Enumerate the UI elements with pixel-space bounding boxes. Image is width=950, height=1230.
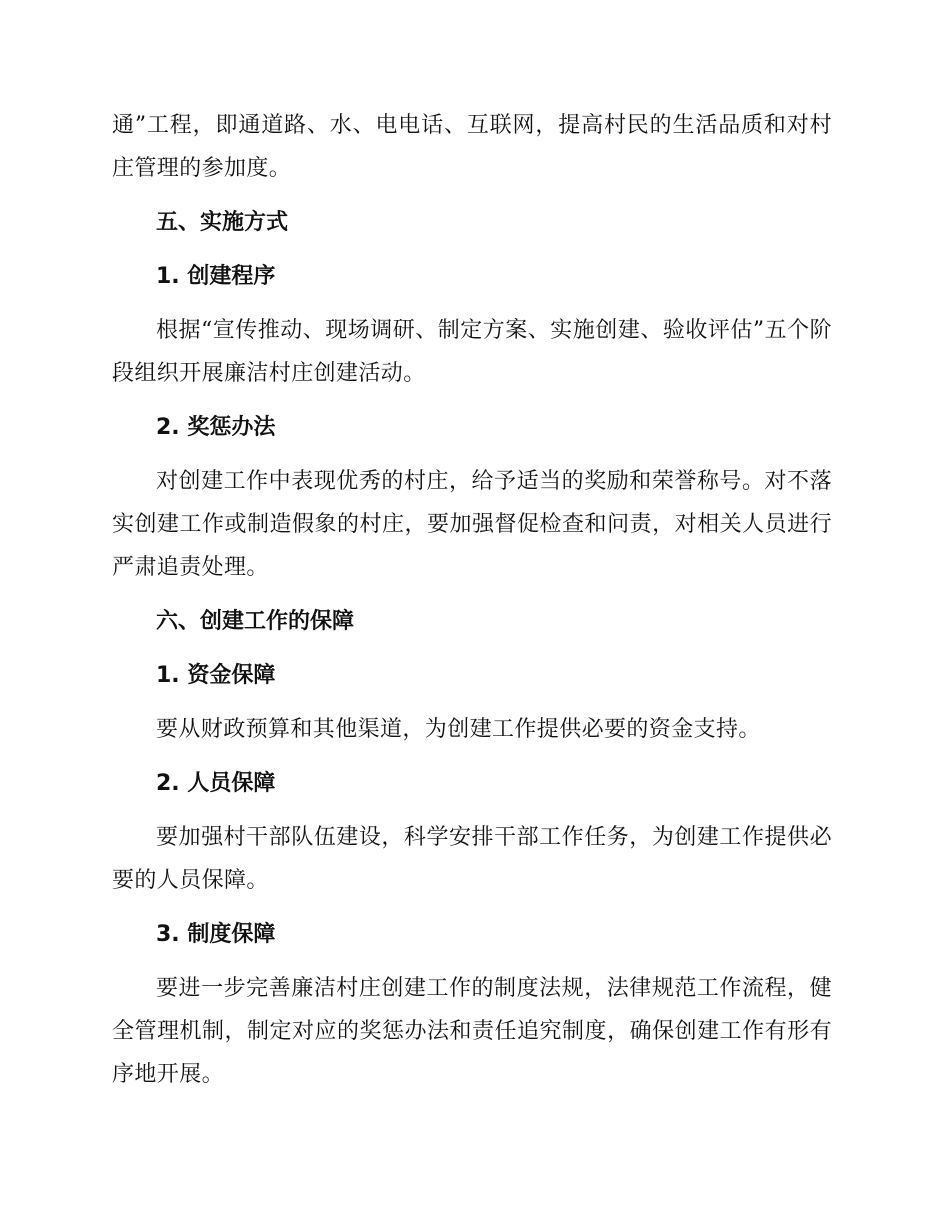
paragraph-creation-procedure: 根据“宣传推动、现场调研、制定方案、实施创建、验收评估”五个阶段组织开展廉洁村庄创建活动。 <box>112 318 832 386</box>
heading-creation-procedure: 1. 创建程序 <box>156 264 276 289</box>
document-body <box>112 104 832 1096</box>
heading-rewards-penalties: 2. 奖惩办法 <box>156 415 276 440</box>
paragraph-personnel-guarantee: 要加强村干部队伍建设，科学安排干部工作任务，为创建工作提供必要的人员保障。 <box>112 825 832 893</box>
heading-personnel-guarantee: 2. 人员保障 <box>156 771 276 796</box>
paragraph-continued-tongcun: 通”工程，即通道路、水、电电话、互联网，提高村民的生活品质和对村庄管理的参加度。 <box>112 113 832 181</box>
paragraph-funding-guarantee: 要从财政预算和其他渠道，为创建工作提供必要的资金支持。 <box>156 717 761 742</box>
paragraph-system-guarantee: 要进一步完善廉洁村庄创建工作的制度法规，法律规范工作流程，健全管理机制，制定对应的奖惩办法和责任追究制度，确保创建工作有形有序地开展。 <box>112 976 832 1087</box>
heading-section-5: 五、实施方式 <box>156 210 289 235</box>
heading-system-guarantee: 3. 制度保障 <box>156 922 276 947</box>
heading-section-6: 六、创建工作的保障 <box>156 609 355 634</box>
heading-funding-guarantee: 1. 资金保障 <box>156 663 276 688</box>
paragraph-rewards-penalties: 对创建工作中表现优秀的村庄，给予适当的奖励和荣誉称号。对不落实创建工作或制造假象的村庄，要加强督促检查和问责，对相关人员进行严肃追责处理。 <box>112 469 832 580</box>
